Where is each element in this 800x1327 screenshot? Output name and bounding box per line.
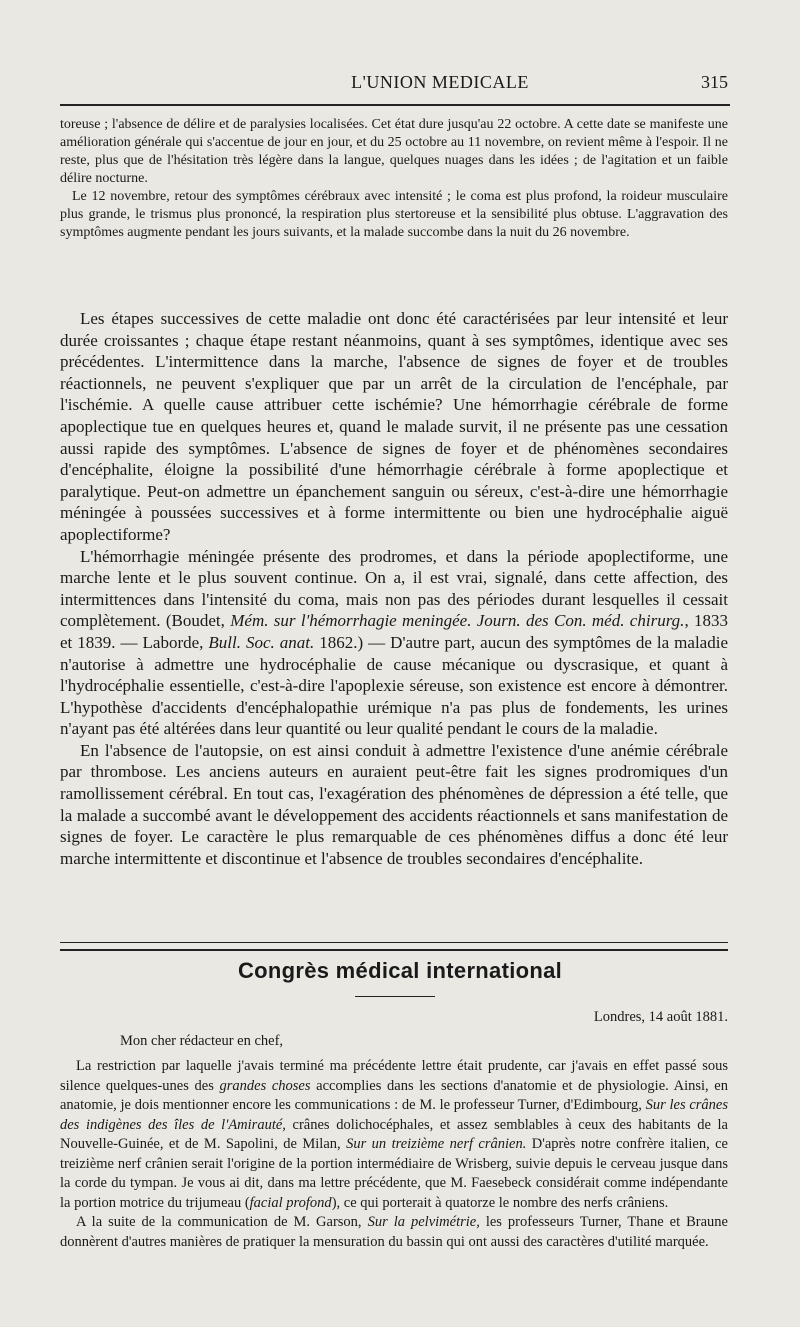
text-run: D'après notre confrère italien, ce treizième nerf crânien serait l'origine de la portion intermédiaire de Wrisberg, suivie depuis le cerveau jusque dans la corde du tympan. Je vous ai dit, dans ma lettre précédente, que M. Faesebeck considérait comme indépendante la portion motrice du trijumeau ( — [60, 1136, 728, 1211]
running-header — [60, 72, 728, 98]
text-run: les professeurs Turner, Thane et Braune donnèrent d'autres manières de pratiquer la mensuration du bassin qui ont aussi des caractères d'utilité marquée. — [60, 1214, 728, 1250]
letter — [60, 1008, 728, 1252]
text-run: 1862.) — D'autre part, aucun des symptômes de la maladie n'autorise à admettre une hydrocéphalie de cause mécanique ou dyscrasique, et quant à l'hydrocéphalie essentielle, c'est-à-dire l'apoplexie séreuse, son existence est encore à démontrer. L'hypothèse d'accidents d'encéphalopathie urémique n'a pas plus de fondements, les urines n'ayant pas été altérées dans leur quantité ou leur qualité pendant le cours de la maladie. — [60, 632, 728, 739]
text-run: crânes dolichocéphales, et assez semblables à ceux des habitants de la Nouvelle-Guinée, et de M. Sapolini, de Milan, — [60, 1116, 728, 1152]
case-paragraph: Le 12 novembre, retour des symptômes cérébraux avec intensité ; le coma est plus profond, la roideur musculaire plus grande, le trismus plus prononcé, la respiration plus stertoreuse et la sensibilité plus obtuse. L'aggravation des symptômes augmente pendant les jours suivants, et la malade succombe dans la nuit du 26 novembre. — [60, 189, 728, 240]
case-paragraph: toreuse ; l'absence de délire et de paralysies localisées. Cet état dure jusqu'au 22 octobre. A cette date se manifeste une amélioration générale qui s'accentue de jour en jour, et du 25 octobre au 11 novembre, on revient même à l'espoir. Il ne reste, plus que de l'hésitation très légère dans la langue, quelques nuages dans les idées ; de l'agitation et un faible délire nocturne. — [60, 117, 728, 186]
text-run: A la suite de la communication de M. Garson, — [76, 1214, 368, 1230]
citation-italic: Bull. Soc. anat. — [208, 632, 315, 652]
header-rule — [60, 104, 730, 106]
text-run: La restriction par laquelle j'avais terminé ma précédente lettre était prudente, car j'avais en effet passé sous silence quelques-unes des — [60, 1058, 728, 1094]
section-title: Congrès médical international — [237, 958, 563, 983]
page-number: 315 — [701, 72, 728, 92]
discussion — [60, 308, 728, 869]
text-run: accomplies dans les sections d'anatomie et de physiologie. Ainsi, en anatomie, je dois mentionner encore les communications : de M. le professeur Turner, d'Edimbourg, — [60, 1077, 728, 1113]
italic-phrase: Sur les crânes des indigènes des îles de l'Amirauté, — [60, 1097, 728, 1133]
italic-phrase: Sur un treizième nerf crânien. — [346, 1136, 527, 1152]
italic-phrase: facial profond — [249, 1194, 332, 1211]
citation-italic: Mém. sur l'hémorrhagie meningée. Journ. des Con. méd. chirurg. — [230, 611, 685, 631]
case-report — [60, 116, 728, 242]
letter-paragraph — [60, 1213, 728, 1252]
text-run: L'hémorrhagie méningée présente des prodromes, et dans la période apoplectiforme, une marche lente et le plus souvent continue. On a, il est vrai, signalé, dans cette affection, des intermittences dans l'intensité du coma, mais non pas des périodes durant lesquelles il cessait complètement. (Boudet, — [60, 546, 728, 631]
discussion-paragraph: Les étapes successives de cette maladie ont donc été caractérisées par leur intensité et leur durée croissantes ; chaque étape restant néanmoins, quant à ses symptômes, identique avec ses précédentes. L'intermittence dans la marche, l'absence de signes de foyer et de troubles réactionnels, ne peuvent s'expliquer que par un arrêt de la circulation de l'encéphale, par l'ischémie. A quelle cause attribuer cette ischémie? Une hémorrhagie cérébrale de forme apoplectique tue en quelques heures et, quand le malade survit, il ne présente pas une cessation aussi rapide des symptômes. L'absence de signes de foyer et de phénomènes secondaires d'encéphalite, éloigne la possibilité d'une hémorrhagie cérébrale à forme apoplectique et paralytique. Peut-on admettre un épanchement sanguin ou séreux, c'est-à-dire une hémorrhagie méningée à poussées successives et à forme intermittente ou bien une hydrocéphalie aiguë apoplectiforme? — [60, 309, 728, 544]
discussion-paragraph: En l'absence de l'autopsie, on est ainsi conduit à admettre l'existence d'une anémie cérébrale par thrombose. Les anciens auteurs en auraient peut-être fait les signes prodromiques d'un ramollissement cérébral. En tout cas, l'exagération des phénomènes de dépression a été telle, que la malade a succombé avant le développement des accidents réactionnels et sans manifestation de signes de foyer. Le caractère le plus remarquable de ces phénomènes diffus a donc été leur marche intermittente et discontinue et l'absence de troubles secondaires d'encéphalite. — [60, 740, 728, 868]
text-run: ), ce qui porterait à quatorze le nombre des nerfs crâniens. — [331, 1194, 669, 1211]
letter-dateline: Londres, 14 août 1881. — [593, 1009, 728, 1025]
italic-phrase: grandes choses — [219, 1077, 311, 1094]
italic-phrase: Sur la pelvimétrie, — [367, 1214, 480, 1230]
discussion-paragraph — [60, 546, 728, 740]
title-underline — [355, 996, 435, 997]
running-title: L'UNION MEDICALE — [351, 72, 529, 92]
letter-salutation: Mon cher rédacteur en chef, — [120, 1032, 284, 1049]
letter-paragraph — [60, 1057, 728, 1213]
text-run: , 1833 et 1839. — Laborde, — [60, 611, 729, 652]
section-divider — [60, 942, 728, 951]
